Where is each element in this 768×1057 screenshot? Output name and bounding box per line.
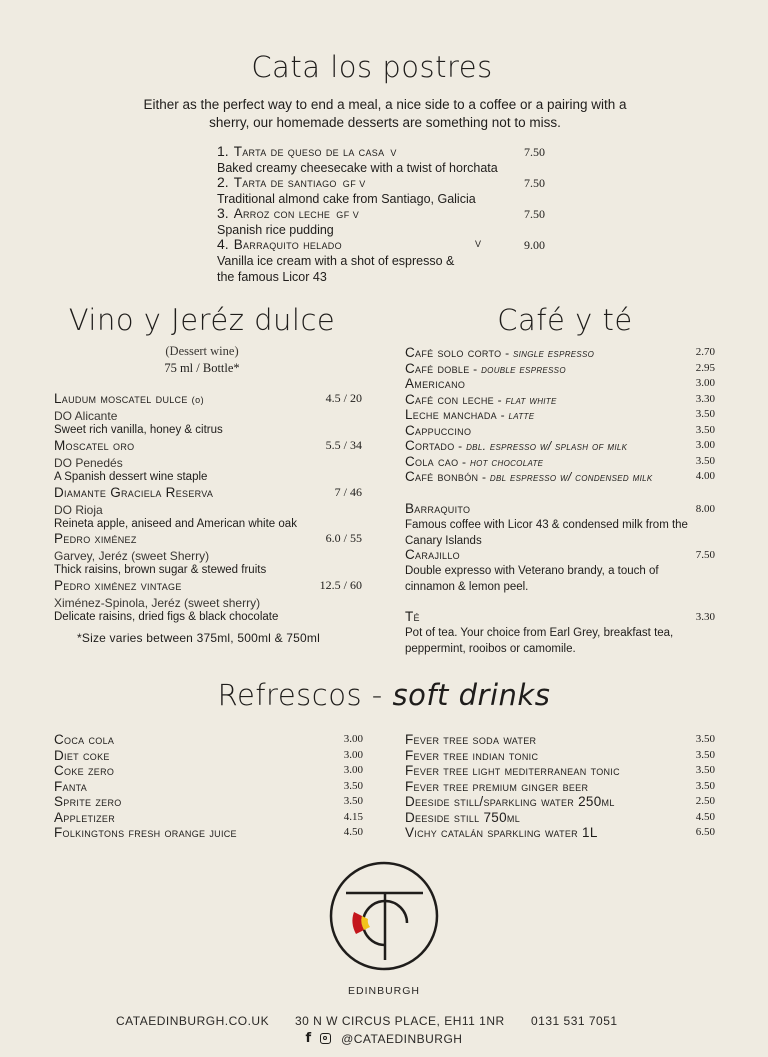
coffee-name: Leche manchada <box>405 407 497 422</box>
soft-drink-name: Fever tree soda water <box>405 732 537 747</box>
wine-region: DO Rioja <box>54 503 103 517</box>
footer-social-handle[interactable]: @CATAEDINBURGH <box>341 1031 463 1046</box>
intro-line-2: sherry, our homemade desserts are something not to miss. <box>209 115 561 130</box>
wine-description: Reineta apple, aniseed and American white oak <box>54 518 297 530</box>
wine-region: Ximénez-Spinola, Jeréz (sweet sherry) <box>54 596 261 610</box>
soft-drink-name: Fever tree premium ginger beer <box>405 778 589 794</box>
wine-price: 7 / 46 <box>334 485 362 499</box>
dessert-price: 7.50 <box>524 145 545 159</box>
soft-drink-price: 3.00 <box>343 733 363 745</box>
coffee-dash: - <box>478 470 490 484</box>
intro-line-1: Either as the perfect way to end a meal, a nice side to a coffee or a pairing with a <box>143 97 627 112</box>
cata-logo-mark <box>328 860 440 972</box>
desserts-intro <box>100 96 670 132</box>
dessert-tags: GF V <box>342 179 366 189</box>
logo-caption: EDINBURGH <box>347 985 420 997</box>
coffee-price: 4.00 <box>695 470 715 482</box>
coffee-name: Cortado <box>405 438 455 453</box>
wine-item <box>54 390 364 439</box>
coffee-special-description: Pot of tea. Your choice from Earl Grey, breakfast tea, <box>405 627 674 639</box>
coffee-subtitle: dbl espresso w/ condensed milk <box>489 470 653 484</box>
wine-name: Diamante Graciela Reserva <box>54 485 214 500</box>
wine-name: Pedro ximénez <box>54 531 137 546</box>
soft-drink-name: Folkingtons fresh orange juice <box>54 825 237 840</box>
coffee-subtitle: double espresso <box>481 361 566 376</box>
dessert-tags: V <box>475 239 482 249</box>
soft-drink-name: Coca cola <box>54 732 115 747</box>
coffee-price: 2.95 <box>695 361 715 374</box>
coffee-name: Cola cao <box>405 453 459 469</box>
cata-logo <box>328 860 440 972</box>
footer-website[interactable]: CATAEDINBURGH.CO.UK <box>116 1014 270 1028</box>
dessert-number: 1. <box>217 143 229 159</box>
wine-item <box>54 577 364 626</box>
wine-region: DO Alicante <box>54 409 118 423</box>
footer-address: 30 N W CIRCUS PLACE, EH11 1NR <box>295 1014 505 1028</box>
coffee-special <box>405 500 715 549</box>
soft-drink-name: Appletizer <box>54 809 116 825</box>
wine-description: Delicate raisins, dried figs & black chocolate <box>54 611 279 623</box>
soft-drink-item <box>405 824 715 842</box>
coffee-special <box>405 546 715 595</box>
coffee-price: 3.00 <box>695 439 715 451</box>
wine-name: Moscatel oro <box>54 438 135 453</box>
coffee-price: 2.70 <box>695 346 715 358</box>
dessert-name: Arroz con leche <box>233 206 331 221</box>
coffee-dash: - <box>458 454 470 469</box>
dessert-price: 9.00 <box>524 238 545 252</box>
dessert-price: 7.50 <box>524 207 545 221</box>
dessert-description: Spanish rice pudding <box>217 223 334 237</box>
facebook-icon[interactable]: f <box>305 1031 312 1047</box>
wine-item <box>54 530 364 579</box>
wine-sizes: 75 ml / Bottle* <box>164 361 240 375</box>
soft-drink-price: 3.50 <box>343 779 363 792</box>
coffee-special-description: Canary Islands <box>405 534 482 547</box>
coffee-name: Café doble <box>405 360 470 376</box>
coffee-subtitle: flat white <box>505 392 557 407</box>
dessert-tags: GF V <box>336 210 360 220</box>
dessert-name: Tarta de santiago <box>233 175 337 190</box>
wine-subtitle: (Dessert wine) <box>165 344 239 358</box>
soft-drink-name: Coke zero <box>54 763 115 778</box>
wine-tag: (o) <box>191 395 205 405</box>
coffee-price: 3.50 <box>695 454 715 467</box>
soft-drink-price: 6.50 <box>695 826 715 838</box>
dessert-description: Traditional almond cake from Santiago, Galicia <box>217 192 476 206</box>
soft-drink-price: 4.15 <box>343 810 363 823</box>
soft-drink-price: 2.50 <box>695 795 715 807</box>
soft-drink-name: Fanta <box>54 778 88 794</box>
soft-drink-name: Diet coke <box>54 747 110 763</box>
dessert-tags: V <box>390 148 397 158</box>
coffee-price: 3.50 <box>695 423 715 436</box>
coffee-title: Café y té <box>497 303 633 337</box>
soft-drink-price: 3.50 <box>695 748 715 761</box>
footer-phone[interactable]: 0131 531 7051 <box>531 1014 618 1028</box>
coffee-special-name: Té <box>405 609 420 624</box>
coffee-item <box>405 468 715 486</box>
soft-title-italic: soft drinks <box>392 678 551 712</box>
dessert-item <box>217 174 547 208</box>
coffee-dash: - <box>501 346 514 360</box>
coffee-special-name: Carajillo <box>405 547 460 562</box>
wine-price: 4.5 / 20 <box>325 391 362 405</box>
soft-title <box>0 678 768 712</box>
soft-drink-name: Vichy catalán sparkling water 1L <box>405 825 598 840</box>
wine-region: Garvey, Jeréz (sweet Sherry) <box>54 549 210 563</box>
coffee-special-description: cinnamon & lemon peel. <box>405 580 529 593</box>
soft-drink-price: 3.50 <box>695 779 715 792</box>
dessert-name: Barraquito helado <box>233 237 342 252</box>
coffee-name: Cappuccino <box>405 422 472 438</box>
soft-drink-item <box>54 824 363 842</box>
coffee-special <box>405 608 715 657</box>
wine-name: Pedro ximénez vintage <box>54 578 182 593</box>
wine-description: Thick raisins, brown sugar & stewed fruits <box>54 564 267 576</box>
dessert-item <box>217 236 547 285</box>
coffee-name: Americano <box>405 376 466 391</box>
dessert-description: Vanilla ice cream with a shot of espresso & <box>217 254 455 268</box>
soft-drink-price: 4.50 <box>695 810 715 823</box>
wine-price: 6.0 / 55 <box>325 531 362 545</box>
coffee-subtitle: hot chocolate <box>470 454 544 469</box>
coffee-special-description: Double expresso with Veterano brandy, a touch of <box>405 565 659 577</box>
soft-drink-price: 3.50 <box>343 795 363 807</box>
dessert-name: Tarta de queso de la casa <box>233 144 385 159</box>
coffee-price: 3.00 <box>695 377 715 389</box>
coffee-price: 3.50 <box>695 408 715 420</box>
coffee-price: 3.30 <box>695 392 715 405</box>
soft-drink-price: 3.50 <box>695 764 715 776</box>
coffee-name: Café con leche <box>405 391 494 407</box>
wine-price: 12.5 / 60 <box>319 578 362 592</box>
coffee-name: Café bonbón <box>405 469 479 484</box>
soft-drink-price: 3.00 <box>343 748 363 761</box>
instagram-icon[interactable] <box>320 1033 331 1044</box>
coffee-subtitle: latte <box>508 408 535 422</box>
coffee-dash: - <box>469 361 482 376</box>
coffee-special-price: 3.30 <box>695 611 715 623</box>
wine-name: Laudum moscatel dulce <box>54 391 188 406</box>
wine-description: Sweet rich vanilla, honey & citrus <box>54 424 223 436</box>
wine-price: 5.5 / 34 <box>325 438 362 452</box>
soft-drink-name: Sprite zero <box>54 794 122 809</box>
coffee-special-description: Famous coffee with Licor 43 & condensed milk from the <box>405 519 688 531</box>
coffee-subtitle: single espresso <box>513 346 595 360</box>
dessert-description: the famous Licor 43 <box>217 269 327 284</box>
coffee-subtitle: dbl. espresso w/ splash of milk <box>466 439 628 453</box>
coffee-dash: - <box>493 392 506 407</box>
wine-region: DO Penedés <box>54 456 123 470</box>
dessert-number: 4. <box>217 236 229 252</box>
dessert-price: 7.50 <box>524 176 545 190</box>
soft-drink-name: Deeside still/sparkling water 250ml <box>405 794 615 809</box>
wine-title: Vino y Jeréz dulce <box>68 303 336 337</box>
soft-drink-name: Fever tree indian tonic <box>405 747 539 763</box>
dessert-item <box>217 143 547 177</box>
footer-social <box>0 1030 768 1048</box>
coffee-special-description: peppermint, rooibos or camomile. <box>405 642 576 655</box>
soft-drink-price: 3.00 <box>343 764 363 776</box>
soft-title-main: Refrescos - <box>217 678 393 712</box>
dessert-number: 2. <box>217 174 229 190</box>
coffee-special-price: 7.50 <box>695 549 715 561</box>
wine-description: A Spanish dessert wine staple <box>54 471 208 483</box>
wine-item <box>54 484 364 533</box>
dessert-number: 3. <box>217 205 229 221</box>
coffee-name: Café solo corto <box>405 345 502 360</box>
coffee-dash: - <box>496 408 509 422</box>
coffee-special-price: 8.00 <box>695 503 715 515</box>
wine-item <box>54 437 364 486</box>
wine-note: *Size varies between 375ml, 500ml & 750ml <box>77 631 320 645</box>
soft-drink-price: 4.50 <box>343 826 363 838</box>
dessert-item <box>217 205 547 239</box>
soft-drink-name: Fever tree light mediterranean tonic <box>405 763 620 778</box>
soft-drink-name: Deeside still 750ml <box>405 809 521 825</box>
dessert-description: Baked creamy cheesecake with a twist of horchata <box>217 161 498 175</box>
soft-drink-price: 3.50 <box>695 733 715 745</box>
coffee-special-name: Barraquito <box>405 501 471 516</box>
coffee-dash: - <box>454 439 467 453</box>
desserts-title: Cata los postres <box>251 50 493 84</box>
